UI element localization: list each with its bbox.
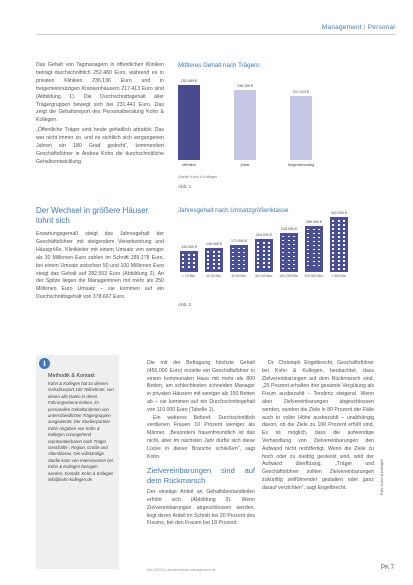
building-window-icon: [288, 244, 290, 246]
section2-heading: Der Wechsel in größere Häuser lohnt sich: [36, 206, 149, 225]
building-window-icon: [338, 260, 340, 262]
figure2-building: [330, 217, 348, 272]
building-window-icon: [288, 268, 290, 270]
zielvereinbarungen-heading: Zielvereinbarungen sind auf dem Rückmarsch: [147, 466, 255, 485]
figure1-title: Mittleres Gehalt nach Trägern: [178, 62, 260, 69]
building-window-icon: [263, 266, 265, 268]
building-window-icon: [282, 240, 284, 242]
building-window-icon: [343, 256, 345, 258]
building-window-icon: [338, 264, 340, 266]
building-window-icon: [188, 266, 190, 268]
building-window-icon: [338, 240, 340, 242]
building-window-icon: [343, 252, 345, 254]
building-window-icon: [288, 248, 290, 250]
footer-url: f&w 6/2014 | krankenhaus-management.de: [147, 568, 216, 572]
building-window-icon: [338, 236, 340, 238]
figure1-value-label: 252.480 €: [181, 79, 197, 84]
building-window-icon: [207, 263, 209, 265]
building-window-icon: [263, 254, 265, 256]
figure2-value-label: 171.000 €: [231, 238, 247, 243]
figure1-label: Abb. 1: [178, 184, 192, 189]
building-window-icon: [313, 261, 315, 263]
figure2-title: Jahresgehalt nach Umsatzgrößenklasse: [178, 207, 289, 214]
building-window-icon: [213, 251, 215, 253]
building-window-icon: [193, 258, 195, 260]
building-window-icon: [268, 246, 270, 248]
building-window-icon: [243, 248, 245, 250]
building-window-icon: [338, 248, 340, 250]
building-window-icon: [338, 268, 340, 270]
building-window-icon: [293, 252, 295, 254]
building-window-icon: [268, 262, 270, 264]
building-window-icon: [332, 240, 334, 242]
building-window-icon: [182, 262, 184, 264]
building-window-icon: [282, 256, 284, 258]
building-window-icon: [218, 259, 220, 261]
building-window-icon: [193, 262, 195, 264]
figure1-value-label: 236.196 €: [237, 84, 253, 89]
building-window-icon: [282, 260, 284, 262]
building-window-icon: [307, 237, 309, 239]
building-window-icon: [238, 252, 240, 254]
building-window-icon: [263, 242, 265, 244]
figure2-building: [255, 239, 273, 272]
building-window-icon: [238, 260, 240, 262]
building-window-icon: [188, 258, 190, 260]
figure1-value-label: 217.413 €: [293, 89, 309, 94]
section-tag: [322, 24, 395, 31]
building-window-icon: [293, 264, 295, 266]
building-window-icon: [288, 240, 290, 242]
figure2-value-label: 289.000 €: [306, 219, 322, 224]
building-window-icon: [313, 229, 315, 231]
figure2-category-label: 200-500 Mio.: [304, 274, 324, 278]
building-window-icon: [282, 252, 284, 254]
figure1-category-label: freigemeinnützig: [287, 163, 315, 167]
building-window-icon: [268, 254, 270, 256]
methodology-sidebar: [36, 355, 119, 569]
page-number: PK 7: [380, 565, 394, 571]
building-window-icon: [293, 248, 295, 250]
building-window-icon: [332, 220, 334, 222]
header-rule: [36, 34, 396, 35]
building-window-icon: [243, 264, 245, 266]
building-window-icon: [343, 236, 345, 238]
building-window-icon: [238, 268, 240, 270]
building-window-icon: [207, 251, 209, 253]
building-window-icon: [307, 245, 309, 247]
building-window-icon: [238, 264, 240, 266]
bottom-mid-paragraph-1: Die mit der Befragung höchste Gehalt (450.000 Euro) erzielte ein Geschäftsführer in einem kommunalen Haus mit mehr als 800 Betten, am schlechtesten schneiden Manager in privaten Häusern mit weniger als 150 Betten ab – sie kommen auf ein Durchschnittsgehalt von 110.000 Euro (Tabelle 1).: [147, 360, 255, 413]
building-window-icon: [288, 264, 290, 266]
building-window-icon: [307, 233, 309, 235]
building-window-icon: [307, 241, 309, 243]
figure2-category-label: 50-100 Mio.: [255, 274, 273, 278]
building-window-icon: [243, 260, 245, 262]
building-window-icon: [257, 250, 259, 252]
bottom-right-paragraph: Dr. Christoph Engelbrecht, Geschäftsführer bei Kohn & Kollegen, beobachtet, dass Zielvereinbarungen auf dem Rückmarsch sind. „25 Prozent erhalten ihre gesamte Vergütung als Fixum ausbezahlt – Tendenz steigend. Wenn aber Zielvereinbarungen abgeschlossen werden, wurden die Ziele in 80 Prozent der Fälle auch in voller Höhe ausbezahlt – unabhängig davon, ob die Ziele zu 100 Prozent erfüllt sind. Es ist möglich, dass die aufwendige Verhandlung von Zielvereinbarungen den Aufwand nicht rechtfertigt. Wenn die Ziele zu hoch oder zu niedrig gesteckt sind, wird der Aufwand überflüssig, „Träger und Geschäftsführer sollten Zielvereinbarungen zukünftig zielführender gestalten oder ganz darauf verzichten“, sagt Engelbrecht.: [262, 360, 374, 491]
building-window-icon: [213, 267, 215, 269]
building-window-icon: [318, 237, 320, 239]
building-window-icon: [318, 245, 320, 247]
building-window-icon: [307, 249, 309, 251]
building-window-icon: [343, 260, 345, 262]
building-window-icon: [213, 255, 215, 257]
building-window-icon: [288, 252, 290, 254]
building-window-icon: [232, 256, 234, 258]
info-icon: i: [39, 358, 50, 369]
figure1-category-label: öffentlich: [181, 163, 197, 167]
building-window-icon: [238, 248, 240, 250]
sidebar-heading: Methodik & Kontakt: [48, 373, 95, 379]
building-window-icon: [307, 261, 309, 263]
building-window-icon: [338, 220, 340, 222]
building-window-icon: [313, 253, 315, 255]
building-window-icon: [268, 242, 270, 244]
section2-block: [36, 206, 164, 302]
building-window-icon: [243, 252, 245, 254]
building-window-icon: [318, 257, 320, 259]
building-window-icon: [332, 236, 334, 238]
building-window-icon: [343, 224, 345, 226]
building-window-icon: [282, 244, 284, 246]
intro-text-block: [36, 62, 164, 167]
building-window-icon: [332, 248, 334, 250]
building-window-icon: [232, 264, 234, 266]
building-window-icon: [268, 250, 270, 252]
building-window-icon: [188, 262, 190, 264]
building-window-icon: [313, 257, 315, 259]
figure2-category-label: 100-200 Mio.: [279, 274, 299, 278]
figure1-bar: [234, 90, 256, 160]
building-window-icon: [238, 256, 240, 258]
building-window-icon: [232, 252, 234, 254]
building-window-icon: [257, 266, 259, 268]
bottom-right-column: [262, 360, 374, 493]
building-window-icon: [338, 252, 340, 254]
building-window-icon: [232, 268, 234, 270]
building-window-icon: [307, 257, 309, 259]
building-window-icon: [293, 244, 295, 246]
building-window-icon: [268, 258, 270, 260]
building-window-icon: [318, 233, 320, 235]
figure2-value-label: 148.000 €: [206, 242, 222, 247]
building-window-icon: [263, 262, 265, 264]
section-separator: |: [363, 24, 366, 31]
figure2-building: [230, 245, 248, 273]
building-window-icon: [313, 241, 315, 243]
building-window-icon: [263, 250, 265, 252]
building-window-icon: [313, 245, 315, 247]
figure2-value-label: 204.000 €: [256, 233, 272, 238]
building-window-icon: [257, 254, 259, 256]
building-window-icon: [207, 259, 209, 261]
bottom-middle-column: [147, 360, 255, 528]
building-window-icon: [332, 268, 334, 270]
building-window-icon: [218, 267, 220, 269]
building-window-icon: [263, 246, 265, 248]
building-window-icon: [282, 236, 284, 238]
figure1-category-label: privat: [240, 163, 250, 167]
building-window-icon: [338, 224, 340, 226]
building-window-icon: [313, 237, 315, 239]
building-window-icon: [313, 249, 315, 251]
building-window-icon: [218, 263, 220, 265]
building-window-icon: [332, 244, 334, 246]
building-window-icon: [307, 229, 309, 231]
building-window-icon: [343, 264, 345, 266]
section2-text: Erwartungsgemäß steigt das Jahresgehalt der Geschäftsführer mit steigendem Verantwortung und Häusgröße. Klinikleiter mit einem Umsatz von weniger als 30 Millionen Euro zahlen im Schnitt 189.178 Euro, bei einem Umsatz zwischen 50 und 100 Millionen Euro steigt das Gehalt auf 282.553 Euro (Abbildung 2). An der Spitze liegen die Managerinnen mit mehr als 250 Millionen Euro Umsatz – sie kommen auf ein Durchschnittsgehalt von 378.667 Euro.: [36, 231, 164, 301]
building-window-icon: [257, 258, 259, 260]
building-window-icon: [318, 261, 320, 263]
figure2-category-label: > 500 Mio.: [331, 274, 347, 278]
building-window-icon: [243, 268, 245, 270]
building-window-icon: [188, 254, 190, 256]
figure1-bar: [178, 85, 200, 160]
building-window-icon: [213, 263, 215, 265]
photo-credit: Foto: Kohn & Kollegen: [380, 459, 384, 495]
building-window-icon: [318, 241, 320, 243]
building-window-icon: [293, 268, 295, 270]
building-window-icon: [232, 260, 234, 262]
subsection-name: Personal: [367, 24, 395, 31]
bottom-mid-paragraph-3: Der einstige Anteil an Gehaltsbestandteilen erhöht sich (Abbildung 3). Wenn Zielvereinbarungen abgeschlossen werden, liegt deren Anteil im Schnitt bei 20 Prozent des Fixums, bei den Frauen bei 18 Prozent.: [147, 489, 255, 527]
building-window-icon: [193, 266, 195, 268]
figure1-bar: [290, 96, 312, 160]
building-window-icon: [343, 244, 345, 246]
figure2-building: [305, 226, 323, 272]
building-window-icon: [338, 232, 340, 234]
figure2-value-label: 245.000 €: [281, 226, 297, 231]
building-window-icon: [218, 255, 220, 257]
building-window-icon: [232, 248, 234, 250]
building-window-icon: [313, 265, 315, 267]
building-window-icon: [343, 220, 345, 222]
building-window-icon: [332, 252, 334, 254]
figure2-value-label: 342.000 €: [331, 211, 347, 215]
building-window-icon: [182, 254, 184, 256]
building-window-icon: [318, 253, 320, 255]
building-window-icon: [332, 224, 334, 226]
building-window-icon: [282, 264, 284, 266]
figure2-category-label: 30-50 Mio.: [231, 274, 247, 278]
building-window-icon: [257, 262, 259, 264]
building-window-icon: [343, 228, 345, 230]
figure2-building: [180, 251, 198, 272]
building-window-icon: [343, 240, 345, 242]
building-window-icon: [332, 232, 334, 234]
building-window-icon: [282, 268, 284, 270]
building-window-icon: [207, 267, 209, 269]
building-window-icon: [207, 255, 209, 257]
figure2-label: Abb. 2: [178, 302, 192, 307]
building-window-icon: [307, 253, 309, 255]
building-window-icon: [213, 259, 215, 261]
building-window-icon: [338, 228, 340, 230]
figure2-building: [205, 248, 223, 272]
building-window-icon: [318, 229, 320, 231]
figure2-building: [280, 233, 298, 272]
intro-paragraph: Das Gehalt von Tagmanagern in öffentlichen Kliniken beträgt durchschnittlich 252.480 Euro, während es in privaten Kliniken 236.196 Euro und in freigemeinnützigen Krankenhäusern 217.413 Euro sind (Abbildung 1). Die Durchschnittsgehalt aller Trägergruppen bewegt sich bei 231.441 Euro. Das zeigt die Gehaltsreport des Personalberatung Kohn & Kollegen.: [36, 62, 164, 124]
building-window-icon: [332, 256, 334, 258]
building-window-icon: [182, 266, 184, 268]
building-window-icon: [332, 260, 334, 262]
figure2-category-label: 10-30 Mio.: [206, 274, 222, 278]
building-window-icon: [293, 236, 295, 238]
building-window-icon: [288, 260, 290, 262]
figure2-value-label: 130.000 €: [181, 245, 197, 250]
building-window-icon: [182, 258, 184, 260]
building-window-icon: [257, 246, 259, 248]
building-window-icon: [318, 265, 320, 267]
building-window-icon: [218, 251, 220, 253]
building-window-icon: [338, 244, 340, 246]
section-name: Management: [321, 24, 362, 31]
intro-quote: „Öffentliche Träger sind heute gehaltlich attraktiv. Das war nicht immer so, und es sichtlich sich vergangenen Jahren ein 180 Grad gedreht“, kommentiert Geschäftsführer in Andrea Kohn die durchschnittliche Gehaltsentwicklung.: [36, 127, 164, 165]
building-window-icon: [263, 258, 265, 260]
building-window-icon: [343, 268, 345, 270]
building-window-icon: [318, 249, 320, 251]
building-window-icon: [293, 240, 295, 242]
building-window-icon: [343, 232, 345, 234]
building-window-icon: [338, 256, 340, 258]
building-window-icon: [257, 242, 259, 244]
sidebar-text: Kohn & Kollegen hat zu diesem Gehaltsreport 160 Teilnehmer, von denen alle Daten in deren Führungsebene lenken, im personellen Gehaltsrahmen von unterschiedlichen Trägergruppen ausgewertet. Der Studienpartner Kohn Angaben von Kohn & Kollegen vorangehend repräsentierbaren nach Träger, Geschäfts-, Region, Größe und Altersklasse. Die vollständige Studie kann von Interessenten bei Kohn & Kollegen bezogen werden. Kontakt: Kohn & Kollegen info@kohn-kollegen.de: [48, 381, 114, 483]
building-window-icon: [293, 260, 295, 262]
building-window-icon: [313, 233, 315, 235]
building-window-icon: [288, 236, 290, 238]
building-window-icon: [282, 248, 284, 250]
figure2-category-label: < 10 Mio.: [182, 274, 196, 278]
building-window-icon: [193, 254, 195, 256]
building-window-icon: [307, 265, 309, 267]
figure1-source: Quelle: Kohn & Kollegen: [178, 175, 218, 179]
building-window-icon: [343, 248, 345, 250]
building-window-icon: [288, 256, 290, 258]
building-window-icon: [268, 266, 270, 268]
building-window-icon: [293, 256, 295, 258]
bottom-mid-paragraph-2: Ein weiteres Befund: Durchschnittlich verdienen Frauen 10 Prozent weniger als Männer. „Besonders frauenfreundlich ist das nicht, aber im nächsten Jahr dürfte sich diese Lücke in dieser Branche schließen“, sagt Kohn.: [147, 414, 255, 460]
building-window-icon: [332, 228, 334, 230]
building-window-icon: [332, 264, 334, 266]
building-window-icon: [243, 256, 245, 258]
